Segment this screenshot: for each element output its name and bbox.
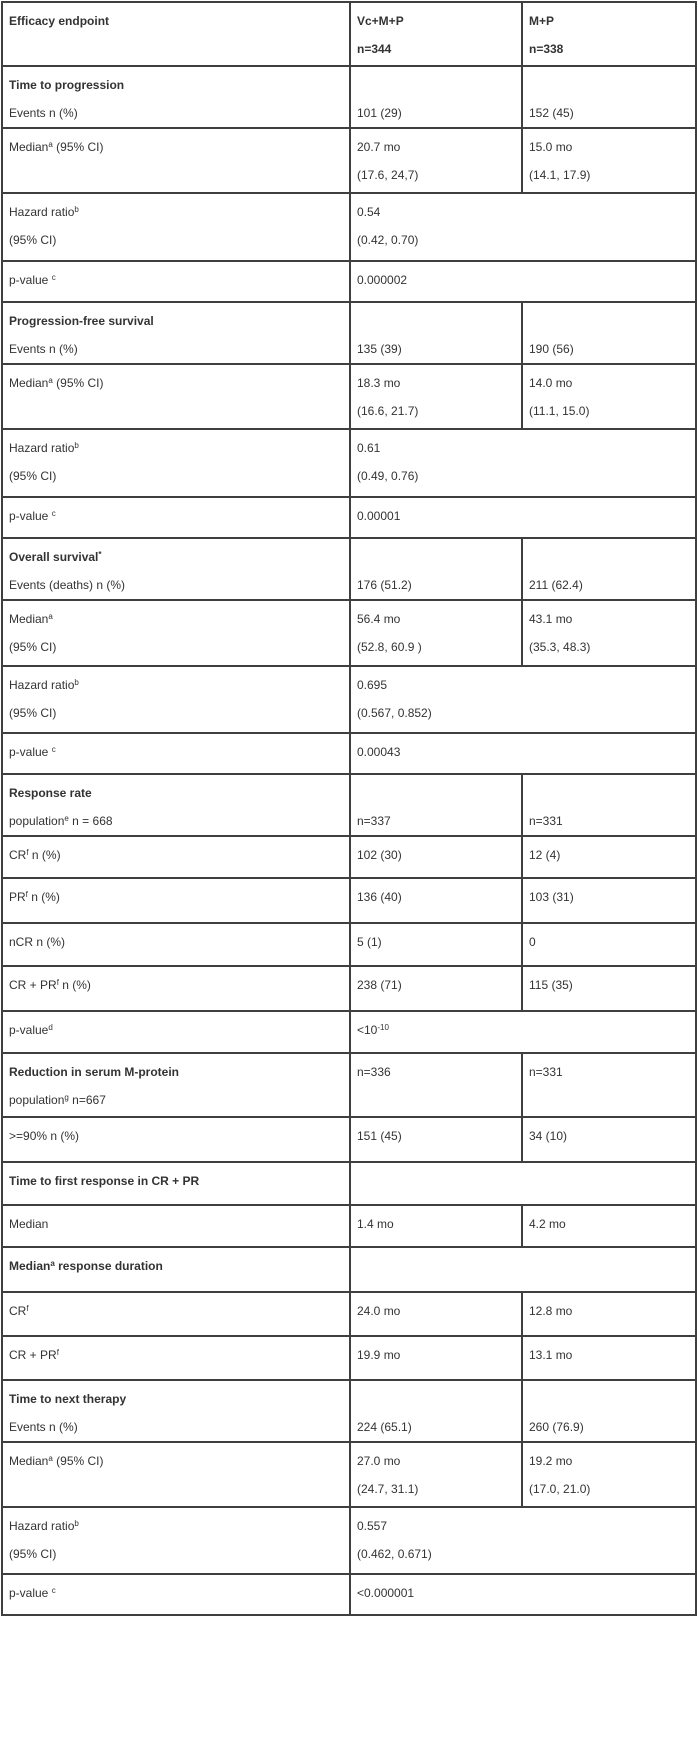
- cell-value: (35.3, 48.3): [529, 640, 591, 654]
- cell-value: 14.0 mo: [529, 376, 573, 390]
- cell-value: 115 (35): [529, 978, 573, 992]
- row-label: p-value $^c$: [9, 509, 56, 523]
- row-label: Hazard ratio$^b$: [9, 1519, 79, 1533]
- cell-value: (16.6, 21.7): [357, 404, 419, 418]
- cell-value: 211 (62.4): [529, 578, 583, 592]
- row-label: (95% CI): [9, 706, 57, 720]
- row-label: p-value $^c$: [9, 1586, 56, 1600]
- row-label: Median$^a$ (95% CI): [9, 1454, 104, 1468]
- table-row: [2, 1574, 696, 1615]
- cell-value: (11.1, 15.0): [529, 404, 590, 418]
- row-label: population$^g$ n=667: [9, 1093, 106, 1107]
- cell-value: 0.54: [357, 205, 381, 219]
- table-row: [2, 1247, 696, 1292]
- cell-value: 103 (31): [529, 890, 574, 904]
- section-title: Response rate: [9, 786, 92, 800]
- cell-value: (17.0, 21.0): [529, 1482, 591, 1496]
- table-row: [2, 966, 696, 1011]
- cell-value: 4.2 mo: [529, 1217, 566, 1231]
- cell-value: $<10^{-10}$: [357, 1023, 389, 1037]
- row-label: >=90% n (%): [9, 1129, 80, 1143]
- cell-value: (24.7, 31.1): [357, 1482, 419, 1496]
- cell-value: n=337: [357, 814, 391, 828]
- header-endpoint: Efficacy endpoint: [9, 14, 110, 28]
- table-row: [2, 302, 696, 364]
- header-endpoint-cell: [2, 2, 350, 66]
- row-label: Median: [9, 1217, 49, 1231]
- section-title: Median$^a$ response duration: [9, 1259, 163, 1273]
- cell-value: (17.6, 24,7): [357, 168, 419, 182]
- table-row: [2, 600, 696, 666]
- row-label: (95% CI): [9, 640, 57, 654]
- table-row: [2, 666, 696, 733]
- cell-value: (0.567, 0.852): [357, 706, 432, 720]
- header-arm1-n: n=344: [357, 42, 392, 56]
- row-label: CR + $PR^f$ n (%): [9, 978, 91, 992]
- table-row: [2, 878, 696, 923]
- cell-value: 190 (56): [529, 342, 574, 356]
- table-row: [2, 923, 696, 966]
- cell-value: n=336: [357, 1065, 391, 1079]
- cell-value: 20.7 mo: [357, 140, 401, 154]
- row-label: population$^e$ n = 668: [9, 814, 113, 828]
- cell-value: 136 (40): [357, 890, 402, 904]
- row-label: Median$^a$ (95% CI): [9, 376, 104, 390]
- row-label: (95% CI): [9, 233, 57, 247]
- header-arm2-n: n=338: [529, 42, 564, 56]
- table-row: [2, 497, 696, 538]
- cell-value: 101 (29): [357, 106, 402, 120]
- row-label: CR + $PR^f$: [9, 1348, 59, 1362]
- cell-value: 43.1 mo: [529, 612, 573, 626]
- cell-value: 27.0 mo: [357, 1454, 401, 1468]
- cell-value: 19.9 mo: [357, 1348, 401, 1362]
- row-label: Median$^a$: [9, 612, 53, 626]
- row-label: Hazard ratio$^b$: [9, 441, 79, 455]
- cell-value: (0.49, 0.76): [357, 469, 419, 483]
- table-row: [2, 429, 696, 497]
- table-row: [2, 836, 696, 878]
- cell-value: 5 (1): [357, 935, 382, 949]
- table-row: [2, 1292, 696, 1336]
- section-title: Reduction in serum M-protein: [9, 1065, 180, 1079]
- table-row: [2, 364, 696, 429]
- cell-value: 0.557: [357, 1519, 388, 1533]
- header-arm1: Vc+M+P: [357, 14, 404, 28]
- section-title: Time to first response in CR + PR: [9, 1174, 200, 1188]
- cell-value: 224 (65.1): [357, 1420, 412, 1434]
- cell-value: n=331: [529, 1065, 563, 1079]
- section-title: Time to progression: [9, 78, 125, 92]
- table-row: [2, 1162, 696, 1205]
- row-label: Hazard ratio$^b$: [9, 205, 79, 219]
- cell-value: 135 (39): [357, 342, 402, 356]
- table-row: [2, 733, 696, 774]
- header-arm2-cell: [522, 2, 696, 66]
- table-row: [2, 66, 696, 128]
- table-row: [2, 538, 696, 600]
- table-row: [2, 1011, 696, 1053]
- row-label: $PR^f$ n (%): [9, 890, 60, 904]
- row-label: Events n (%): [9, 342, 78, 356]
- section-title: Overall survival*: [9, 550, 102, 564]
- cell-value: <0.000001: [357, 1586, 415, 1600]
- cell-value: (0.42, 0.70): [357, 233, 419, 247]
- row-label: p-value $^c$: [9, 273, 56, 287]
- row-label: Events n (%): [9, 1420, 78, 1434]
- cell-value: 260 (76.9): [529, 1420, 584, 1434]
- row-label: Events n (%): [9, 106, 78, 120]
- table-row: [2, 1442, 696, 1507]
- cell-value: 18.3 mo: [357, 376, 401, 390]
- cell-value: 102 (30): [357, 848, 402, 862]
- cell-value: 1.4 mo: [357, 1217, 394, 1231]
- cell-value: 176 (51.2): [357, 578, 412, 592]
- cell-value: 56.4 mo: [357, 612, 401, 626]
- cell-value: 12 (4): [529, 848, 561, 862]
- cell-value: 34 (10): [529, 1129, 568, 1143]
- cell-value: 24.0 mo: [357, 1304, 401, 1318]
- table-row: [2, 1507, 696, 1574]
- header-row: [2, 2, 696, 66]
- cell-value: (52.8, 60.9 ): [357, 640, 422, 654]
- cell-value: 0.695: [357, 678, 388, 692]
- table-row: [2, 774, 696, 836]
- row-label: Hazard ratio$^b$: [9, 678, 79, 692]
- header-arm1-cell: [350, 2, 522, 66]
- table-row: [2, 193, 696, 261]
- cell-value: 0.000002: [357, 273, 408, 287]
- table-row: [2, 1336, 696, 1380]
- row-label: p-value $^c$: [9, 745, 56, 759]
- row-label: Events (deaths) n (%): [9, 578, 126, 592]
- cell-value: n=331: [529, 814, 563, 828]
- cell-value: 0.61: [357, 441, 381, 455]
- table-row: [2, 1117, 696, 1162]
- table-row: [2, 1053, 696, 1117]
- row-label: (95% CI): [9, 1547, 57, 1561]
- cell-value: 0.00043: [357, 745, 401, 759]
- row-label: Median$^a$ (95% CI): [9, 140, 104, 154]
- cell-value: 152 (45): [529, 106, 574, 120]
- cell-value: 238 (71): [357, 978, 402, 992]
- table-row: [2, 261, 696, 302]
- efficacy-table: [1, 1, 697, 1616]
- cell-value: (0.462, 0.671): [357, 1547, 432, 1561]
- cell-value: 0.00001: [357, 509, 401, 523]
- row-label: $CR^f$: [9, 1304, 29, 1318]
- row-label: nCR n (%): [9, 935, 66, 949]
- cell-value: 15.0 mo: [529, 140, 573, 154]
- cell-value: 12.8 mo: [529, 1304, 573, 1318]
- section-title: Progression-free survival: [9, 314, 154, 328]
- header-arm2: M+P: [529, 14, 555, 28]
- table-row: [2, 1205, 696, 1247]
- cell-value: 0: [529, 935, 536, 949]
- table-row: [2, 1380, 696, 1442]
- row-label: (95% CI): [9, 469, 57, 483]
- cell-value: 19.2 mo: [529, 1454, 573, 1468]
- row-label: $CR^f$ n (%): [9, 848, 61, 862]
- cell-value: 151 (45): [357, 1129, 402, 1143]
- table-row: [2, 128, 696, 193]
- cell-value: 13.1 mo: [529, 1348, 573, 1362]
- section-title: Time to next therapy: [9, 1392, 127, 1406]
- cell-value: (14.1, 17.9): [529, 168, 591, 182]
- row-label: p-value$^d$: [9, 1023, 53, 1037]
